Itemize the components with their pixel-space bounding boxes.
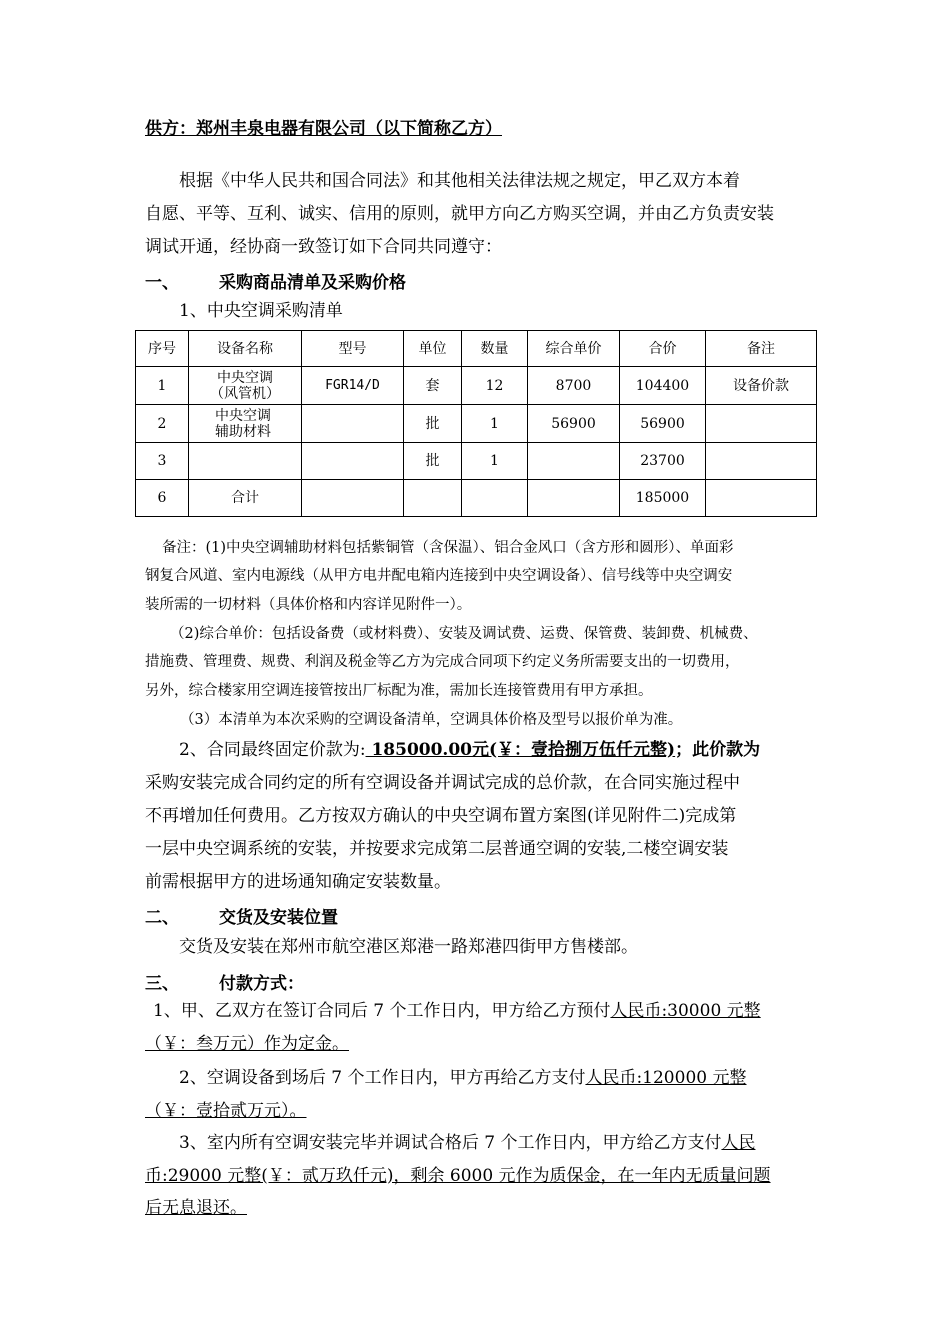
cell-unit: 批 [404,405,462,443]
payment-3-line-1 [145,1132,810,1154]
note-line-2: 钢复合风道、室内电源线（从甲方电井配电箱内连接到中央空调设备）、信号线等中央空调安 [145,568,733,584]
price-clause-prefix: 2、合同最终固定价款为: [179,740,366,760]
supplier-name: 郑州丰泉电器有限公司（以下简称乙方） [196,119,502,139]
cell-no: 6 [136,480,189,517]
section-2-title: 交货及安装位置 [219,908,338,928]
cell-name-line-1: 中央空调 [215,407,271,424]
cell-note: 设备价款 [706,367,817,405]
payment-1-amount: 人民币:30000 元整 [610,1001,761,1021]
supplier-line [145,118,810,140]
payment-2-line-2: （￥：壹拾贰万元）。 [145,1101,307,1121]
section-1-title: 采购商品清单及采购价格 [219,273,406,293]
cell-name-line-2: 辅助材料 [215,423,271,440]
cell-model: FGR14/D [302,367,404,405]
purchase-list-table [135,330,817,517]
cell-model [302,480,404,517]
note-line-5: 措施费、管理费、规费、利润及税金等乙方为完成合同项下约定义务所需要支出的一切费用， [145,654,740,670]
price-clause-line-3: 不再增加任何费用。乙方按双方确认的中央空调布置方案图(详见附件二)完成第 [145,806,737,826]
cell-price: 56900 [528,405,620,443]
payment-2-prefix: 2、空调设备到场后 7 个工作日内，甲方再给乙方支付 [179,1068,586,1088]
section-3-title: 付款方式： [219,974,304,994]
section-2-heading [145,903,338,928]
cell-unit [404,480,462,517]
col-header-qty: 数量 [462,331,528,367]
intro-line-1: 根据《中华人民共和国合同法》和其他相关法律法规之规定，甲乙双方本着 [179,171,740,191]
col-header-name: 设备名称 [189,331,302,367]
delivery-location-text: 交货及安装在郑州市航空港区郑港一路郑港四街甲方售楼部。 [179,937,638,957]
cell-no: 2 [136,405,189,443]
cell-note [706,443,817,480]
cell-unit: 套 [404,367,462,405]
note-line-7: （3）本清单为本次采购的空调设备清单，空调具体价格及型号以报价单为准。 [180,712,683,728]
cell-note [706,405,817,443]
note-line-6: 另外，综合楼家用空调连接管按出厂标配为准，需加长连接管费用有甲方承担。 [145,683,653,699]
cell-qty: 1 [462,405,528,443]
payment-3-prefix: 3、室内所有空调安装完毕并调试合格后 7 个工作日内，甲方给乙方支付 [179,1133,722,1153]
section-3-number: 三、 [145,974,179,994]
price-clause-line-2: 采购安装完成合同约定的所有空调设备并调试完成的总价款，在合同实施过程中 [145,773,740,793]
payment-2-amount: 人民币:120000 元整 [585,1068,747,1088]
note-line-4: （2)综合单价：包括设备费（或材料费）、安装及调试费、运费、保管费、装卸费、机械费、 [170,626,758,642]
table-header-row [136,331,817,367]
payment-2-line-1 [145,1067,810,1089]
contract-price-amount: 185000.00元(￥：壹拾捌万伍仟元整) [365,740,676,760]
section-3-heading [145,969,304,994]
table-total-row [136,480,817,517]
cell-qty: 12 [462,367,528,405]
payment-1-prefix: 1、甲、乙双方在签订合同后 7 个工作日内，甲方给乙方预付 [153,1001,611,1021]
cell-no: 3 [136,443,189,480]
col-header-model: 型号 [302,331,404,367]
cell-name-line-2: （风管机） [210,385,280,402]
cell-name [189,443,302,480]
cell-name: 合计 [189,480,302,517]
payment-3-line-3: 后无息退还。 [145,1198,247,1218]
price-clause-line-4: 一层中央空调系统的安装，并按要求完成第二层普通空调的安装,二楼空调安装 [145,839,729,859]
cell-qty [462,480,528,517]
cell-note [706,480,817,517]
col-header-note: 备注 [706,331,817,367]
intro-line-2: 自愿、平等、互利、诚实、信用的原则，就甲方向乙方购买空调，并由乙方负责安装 [145,204,774,224]
payment-1-line-1 [145,1000,810,1022]
col-header-no: 序号 [136,331,189,367]
price-clause-line-1 [145,739,810,761]
cell-unit: 批 [404,443,462,480]
cell-name [189,367,302,405]
cell-no: 1 [136,367,189,405]
cell-qty: 1 [462,443,528,480]
col-header-total: 合价 [620,331,706,367]
cell-total: 23700 [620,443,706,480]
note-line-3: 装所需的一切材料（具体价格和内容详见附件一）。 [145,597,472,613]
cell-price [528,480,620,517]
cell-total: 185000 [620,480,706,517]
table-row [136,443,817,480]
cell-name-line-1: 中央空调 [217,369,273,386]
section-1-heading [145,268,406,293]
cell-price: 8700 [528,367,620,405]
cell-price [528,443,620,480]
payment-3-line-2: 币:29000 元整(￥：贰万玖仟元)，剩余 6000 元作为质保金，在一年内无质量问题 [145,1166,771,1186]
intro-line-3: 调试开通，经协商一致签订如下合同共同遵守： [145,237,502,257]
cell-model [302,443,404,480]
payment-3-amount: 人民 [721,1133,756,1153]
supplier-label: 供方： [145,119,196,139]
section-2-number: 二、 [145,908,179,928]
price-clause-line-5: 前需根据甲方的进场通知确定安装数量。 [145,872,451,892]
section-1-number: 一、 [145,273,179,293]
cell-name [189,405,302,443]
purchase-list-title: 1、中央空调采购清单 [179,301,343,321]
cell-model [302,405,404,443]
note-line-1: 备注：(1)中央空调辅助材料包括紫铜管（含保温）、铝合金风口（含方形和圆形）、单面彩 [162,540,734,556]
cell-total: 104400 [620,367,706,405]
col-header-price: 综合单价 [528,331,620,367]
table-row [136,405,817,443]
table-row [136,367,817,405]
payment-1-line-2: （￥：叁万元）作为定金。 [145,1034,349,1054]
cell-total: 56900 [620,405,706,443]
col-header-unit: 单位 [404,331,462,367]
price-clause-suffix: ；此价款为 [675,740,761,760]
